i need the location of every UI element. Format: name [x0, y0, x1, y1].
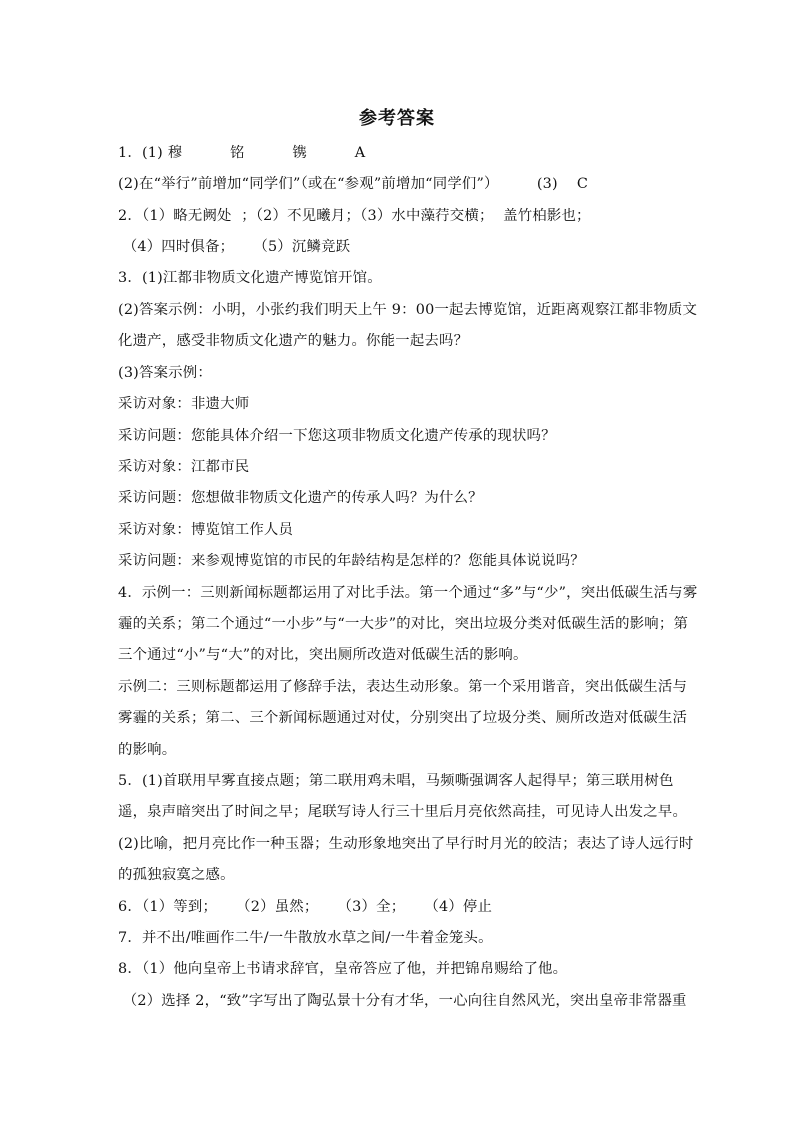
interview-subject-1: 采访对象：非遗大师 — [118, 396, 250, 412]
interview-question-1: 采访问题：您能具体介绍一下您这项非物质文化遗产传承的现状吗？ — [118, 428, 556, 444]
answer-4-line-4: 示例二：三则标题都运用了修辞手法，表达生动形象。第一个采用谐音，突出低碳生活与 — [118, 679, 688, 695]
answer-5-line-2: 遥，泉声暗突出了时间之早；尾联写诗人行三十里后月亮依然高挂，可见诗人出发之早。 — [118, 804, 688, 820]
answer-8-line-1: 8．（1）他向皇帝上书请求辞官，皇帝答应了他，并把锦帛赐给了他。 — [118, 961, 568, 977]
answer-5-line-4: 的孤独寂寞之感。 — [118, 867, 235, 883]
answer-4-line-3: 三个通过“小”与“大”的对比，突出厕所改造对低碳生活的影响。 — [118, 647, 528, 663]
page-title: 参考答案 — [359, 108, 435, 129]
interview-subject-2: 采访对象：江都市民 — [118, 459, 250, 475]
answer-3-line-1: 3．(1)江都非物质文化遗产博览馆开馆。 — [118, 270, 382, 286]
interview-question-2: 采访问题：您想做非物质文化遗产的传承人吗？为什么？ — [118, 490, 483, 506]
interview-question-3: 采访问题：来参观博览馆的市民的年龄结构是怎样的？您能具体说说吗？ — [118, 553, 585, 569]
answer-4-line-1: 4．示例一：三则新闻标题都运用了对比手法。第一个通过“多”与“少”，突出低碳生活与雾 — [118, 585, 698, 601]
answer-5-line-3: (2)比喻，把月亮比作一种玉器；生动形象地突出了早行时月光的皎洁；表达了诗人远行时 — [118, 836, 694, 852]
answer-4-line-2: 霾的关系；第二个通过“一小步”与“一大步”的对比，突出垃圾分类对低碳生活的影响；第 — [118, 616, 689, 632]
answer-2-line-1: 2．（1）略无阙处 ；（2）不见曦月；（3）水中藻荇交横； 盖竹柏影也； — [118, 208, 591, 224]
answer-1-line-2: (2)在“举行”前增加“同学们”（或在“参观”前增加“同学们”） (3) C — [118, 176, 589, 192]
answer-2-line-2: （4）四时俱备； （5）沉鳞竞跃 — [118, 239, 351, 255]
answer-4-line-5: 雾霾的关系；第二、三个新闻标题通过对仗，分别突出了垃圾分类、厕所改造对低碳生活 — [118, 710, 688, 726]
answer-7-line: 7．并不出/唯画作二牛/一牛散放水草之间/一牛着金笼头。 — [118, 930, 493, 946]
answer-8-line-2: （2）选择 2，“致”字写出了陶弘景十分有才华，一心向往自然风光，突出皇帝非常器重 — [118, 993, 687, 1009]
answer-5-line-1: 5．(1)首联用早雾直接点题；第二联用鸡未唱，马频嘶强调客人起得早；第三联用树色 — [118, 773, 674, 789]
interview-subject-3: 采访对象：博览馆工作人员 — [118, 522, 294, 538]
answer-1-line-1: 1．(1) 穆 铭 镌 A — [118, 145, 366, 161]
answer-6-line: 6．（1）等到； （2）虽然； （3）全； （4）停止 — [118, 899, 493, 915]
answer-3-line-4: (3)答案示例： — [118, 365, 212, 381]
answer-3-line-3: 化遗产，感受非物质文化遗产的魅力。你能一起去吗？ — [118, 333, 469, 349]
answer-3-line-2: (2)答案示例：小明，小张约我们明天上午 9：00一起去博览馆，近距离观察江都非物质文 — [118, 302, 698, 318]
answer-4-line-6: 的影响。 — [118, 742, 177, 758]
